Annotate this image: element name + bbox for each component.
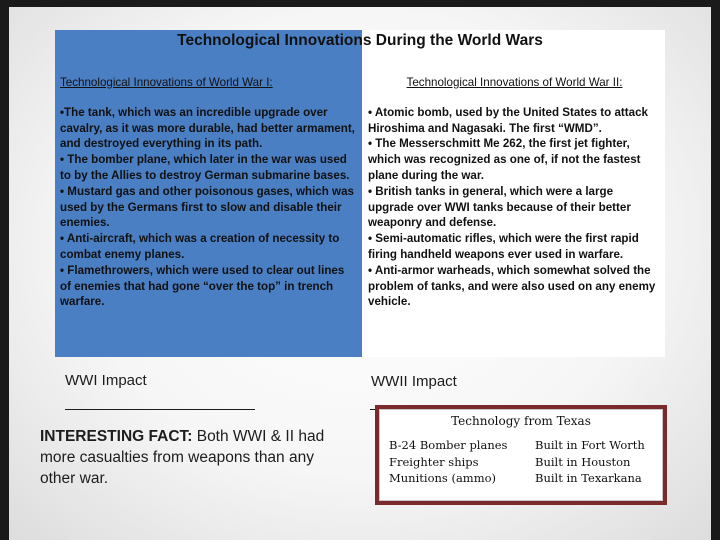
ww1-impact-blank-line: [65, 409, 255, 410]
ww2-item: • The Messerschmitt Me 262, the first jet fighter, which was recognized as one of, if not the fastest plane during the war.: [368, 137, 641, 182]
texas-item: B-24 Bomber planes: [389, 438, 508, 452]
texas-technology-title: Technology from Texas: [451, 414, 591, 428]
ww2-item: • British tanks in general, which were a large upgrade over WWI tanks because of their better weaponry and defense.: [368, 184, 631, 230]
ww2-heading: Technological Innovations of World War II:: [406, 76, 623, 89]
interesting-fact: [40, 426, 340, 489]
texas-item: Munitions (ammo): [389, 471, 497, 485]
poster-title: Technological Innovations During the World Wars: [177, 32, 543, 49]
ww1-item: • Anti-aircraft, which was a creation of necessity to combat enemy planes.: [60, 232, 340, 261]
ww1-impact-label: WWI Impact: [65, 372, 147, 389]
ww1-item: • The bomber plane, which later in the war was used to by the Allies to destroy German submarine bases.: [60, 153, 350, 182]
texas-item: Freighter ships: [389, 455, 479, 469]
slide-right-border: [711, 0, 720, 540]
ww2-list: [368, 105, 661, 310]
texas-technology-box: [375, 405, 667, 505]
fact-text: Both WWI & II had more casualties from weapons than any other war.: [40, 428, 325, 487]
ww2-item: • Semi-automatic rifles, which were the first rapid firing handheld weapons ever used in warfare.: [368, 232, 639, 261]
ww1-column: [60, 75, 357, 310]
ww2-item: • Anti-armor warheads, which somewhat solved the problem of tanks, and were also used on any enemy vehicle.: [368, 263, 656, 309]
ww1-item: • Mustard gas and other poisonous gases, which was used by the Germans first to slow and disable their enemies.: [60, 184, 354, 230]
ww1-heading: Technological Innovations of World War I:: [60, 76, 273, 89]
ww1-list: [60, 105, 357, 310]
slide-left-border: [0, 0, 9, 540]
fact-label: INTERESTING FACT:: [40, 428, 193, 445]
ww2-item: • Atomic bomb, used by the United States to attack Hiroshima and Nagasaki. The first “WMD”.: [368, 105, 648, 135]
ww1-item: • Flamethrowers, which were used to clear out lines of enemies that had gone “over the top” in trench warfare.: [60, 263, 345, 309]
texas-place: Built in Houston: [535, 455, 631, 469]
slide-top-border: [0, 0, 720, 7]
ww2-column: [368, 75, 661, 310]
texas-place: Built in Fort Worth: [535, 438, 645, 452]
innovations-poster-image: [55, 30, 665, 357]
ww1-item: •The tank, which was an incredible upgrade over cavalry, as it was more durable, had better armament, and destroyed everything in its path.: [60, 105, 355, 151]
texas-technology-inner: [379, 409, 663, 501]
texas-place: Built in Texarkana: [535, 471, 642, 485]
ww2-impact-label: WWII Impact: [371, 373, 457, 390]
